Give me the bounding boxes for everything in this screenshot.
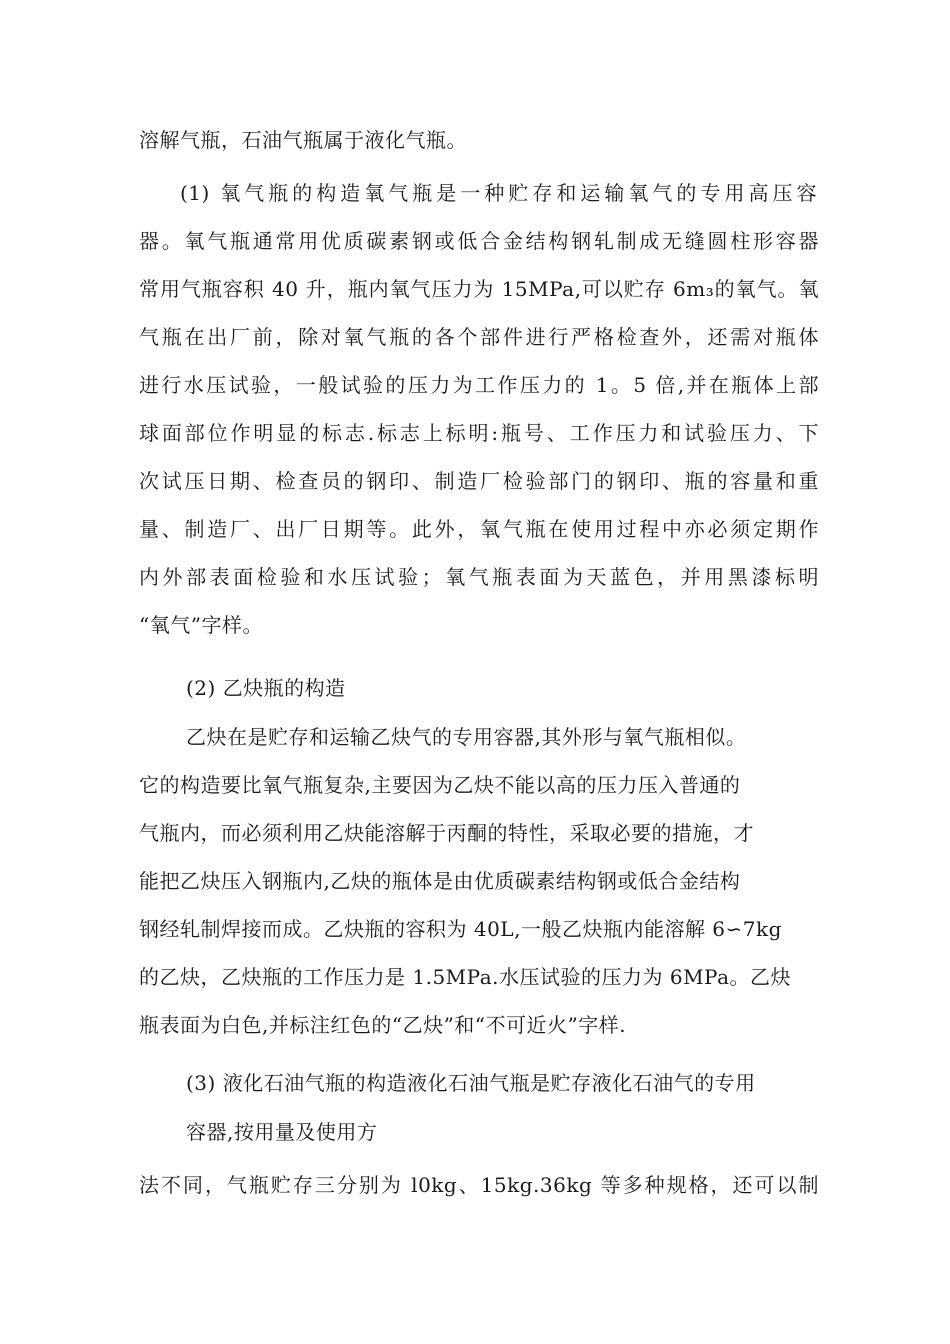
- text-line-1: 溶解气瓶，石油气瓶属于液化气瓶。: [139, 128, 467, 152]
- text-line-21: 容器,按用量及使用方: [186, 1120, 378, 1144]
- text-line-17: 钢经轧制焊接而成。乙炔瓶的容积为 40L,一般乙炔瓶内能溶解 6∽7kg: [139, 917, 782, 941]
- text-line-6: 进行水压试验，一般试验的压力为工作压力的 1。5 倍,并在瓶体上部: [139, 373, 819, 397]
- text-line-9: 量、制造厂、出厂日期等。此外，氧气瓶在使用过程中亦必须定期作: [139, 517, 819, 541]
- text-line-19: 瓶表面为白色,并标注红色的“乙炔”和“不可近火”字样.: [139, 1013, 627, 1037]
- text-line-4: 常用气瓶容积 40 升，瓶内氧气压力为 15MPa,可以贮存 6m₃的氧气。氧: [139, 277, 819, 301]
- text-line-7: 球面部位作明显的标志.标志上标明:瓶号、工作压力和试验压力、下: [139, 421, 819, 445]
- section-heading-2: (2) 乙炔瓶的构造: [186, 676, 346, 700]
- text-line-18: 的乙炔，乙炔瓶的工作压力是 1.5MPa.水压试验的压力为 6MPa。乙炔: [139, 965, 792, 989]
- text-line-8: 次试压日期、检查员的钢印、制造厂检验部门的钢印、瓶的容量和重: [139, 469, 819, 493]
- text-line-5: 气瓶在出厂前，除对氧气瓶的各个部件进行严格检查外，还需对瓶体: [139, 325, 819, 349]
- paragraph-1-first-line: (1) 氧气瓶的构造氧气瓶是一种贮存和运输氧气的专用高压容: [180, 181, 817, 205]
- paragraph-2-first-line: 乙炔在是贮存和运输乙炔气的专用容器,其外形与氧气瓶相似。: [186, 725, 747, 749]
- text-line-11: “氧气”字样。: [139, 613, 263, 637]
- text-line-15: 气瓶内，而必须利用乙炔能溶解于丙酮的特性，采取必要的措施，才: [139, 821, 754, 845]
- text-line-3: 器。氧气瓶通常用优质碳素钢或低合金结构钢轧制成无缝圆柱形容器: [139, 229, 819, 253]
- text-line-16: 能把乙炔压入钢瓶内,乙炔的瓶体是由优质碳素结构钢或低合金结构: [139, 869, 741, 893]
- text-line-10: 内外部表面检验和水压试验；氧气瓶表面为天蓝色，并用黑漆标明: [139, 565, 819, 589]
- text-line-22: 法不同，气瓶贮存三分别为 l0kg、15kg.36kg 等多种规格，还可以制: [139, 1173, 819, 1197]
- section-heading-3: (3) 液化石油气瓶的构造液化石油气瓶是贮存液化石油气的专用: [186, 1071, 756, 1095]
- text-line-14: 它的构造要比氧气瓶复杂,主要因为乙炔不能以高的压力压入普通的: [139, 773, 741, 797]
